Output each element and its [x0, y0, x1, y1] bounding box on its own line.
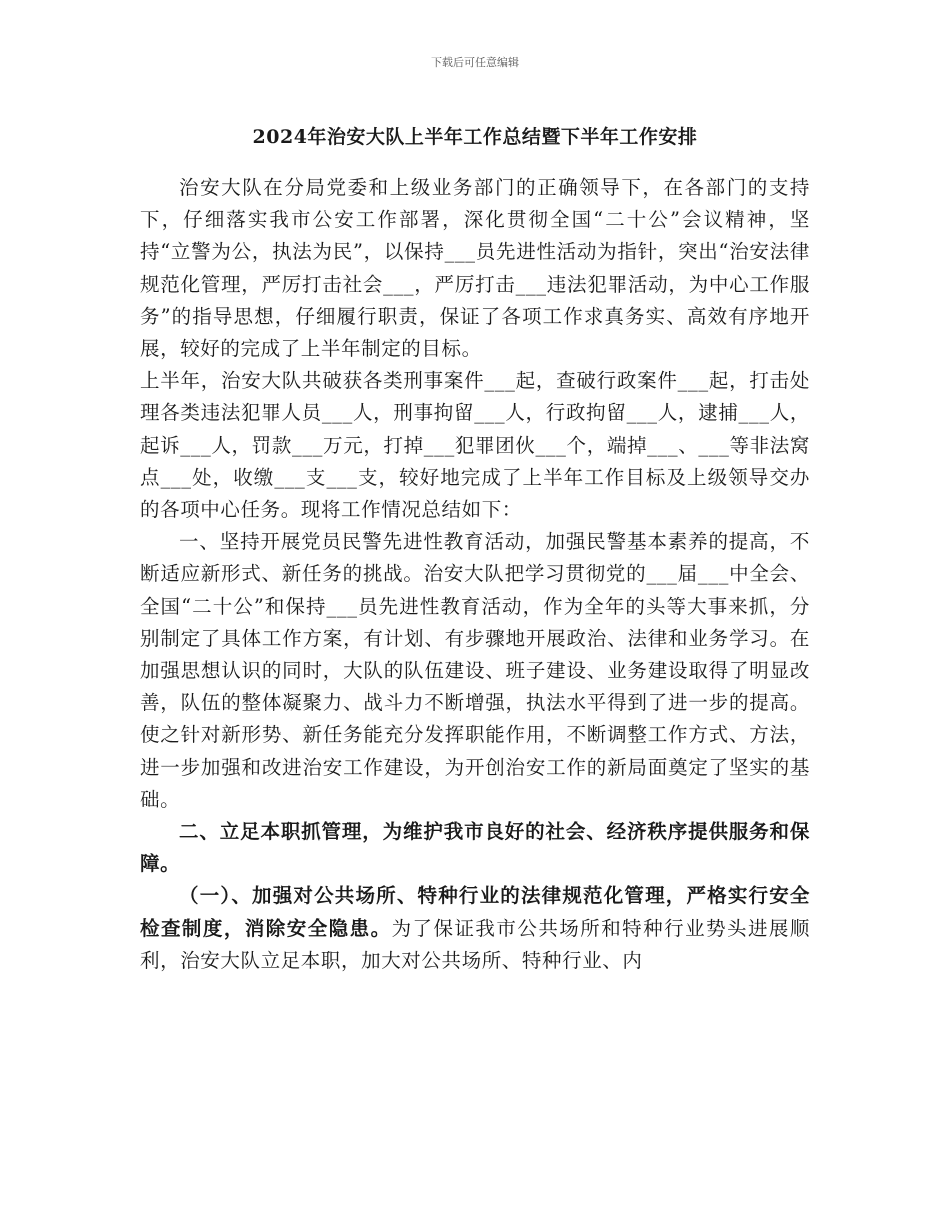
document-title: 2024年治安大队上半年工作总结暨下半年工作安排	[252, 126, 698, 148]
header-note: 下载后可任意编辑	[431, 56, 519, 69]
paragraph-section-one: 一、坚持开展党员民警先进性教育活动，加强民警基本素养的提高，不断适应新形式、新任务的挑战。治安大队把学习贯彻党的___届___中全会、全国“二十公”和保持___员先进性教育活动，作为全年的头等大事来抓，分别制定了具体工作方案，有计划、有步骤地开展政治、法律和业务学习。在加强思想认识的同时，大队的队伍建设、班子建设、业务建设取得了明显改善，队伍的整体凝聚力、战斗力不断增强，执法水平得到了进一步的提高。使之针对新形势、新任务能充分发挥职能作用，不断调整工作方式、方法，进一步加强和改进治安工作建设，为开创治安工作的新局面奠定了坚实的基础。	[140, 530, 810, 811]
paragraph-intro: 治安大队在分局党委和上级业务部门的正确领导下，在各部门的支持下，仔细落实我市公安工作部署，深化贯彻全国“二十公”会议精神，坚持“立警为公，执法为民”，以保持___员先进性活动为指针，突出“治安法律规范化管理，严厉打击社会___，严厉打击___违法犯罪活动，为中心工作服务”的指导思想，仔细履行职责，保证了各项工作求真务实、高效有序地开展，较好的完成了上半年制定的目标。	[140, 176, 810, 361]
paragraph-statistics: 上半年，治安大队共破获各类刑事案件___起，查破行政案件___起，打击处理各类违法犯罪人员___人，刑事拘留___人，行政拘留___人，逮捕___人，起诉___人，罚款___万元，打掉___犯罪团伙___个，端掉___、___等非法窝点___处，收缴___支___支，较好地完成了上半年工作目标及上级领导交办的各项中心任务。现将工作情况总结如下：	[140, 369, 810, 522]
document-body	[140, 172, 810, 977]
subsection-one-heading: （一）、加强对公共场所、特种行业的法律规范化管理，严格实行安全检查制度，消除安全隐患。	[140, 884, 810, 940]
section-two-heading: 二、立足本职抓管理，为维护我市良好的社会、经济秩序提供服务和保障。	[140, 820, 810, 876]
subsection-one-text: 为了保证我市公共场所和特种行业势头进展顺利，治安大队立足本职，加大对公共场所、特种行业、内	[140, 916, 810, 972]
paragraph-subsection-one	[140, 880, 810, 977]
